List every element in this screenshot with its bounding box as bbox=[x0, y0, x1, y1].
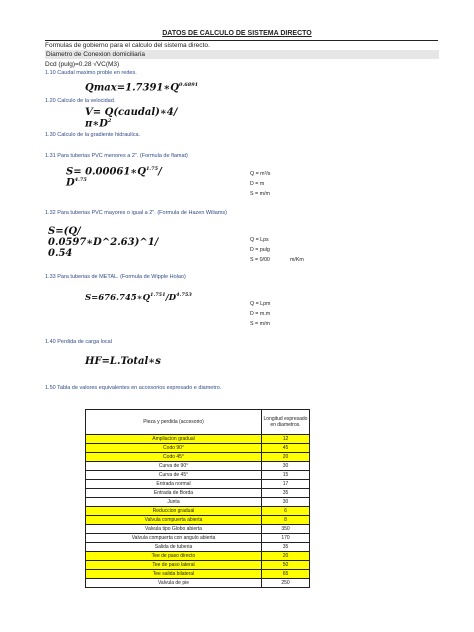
formula-qmax: $Qmax=1.7391∗Q^{0.6891}$ bbox=[85, 82, 199, 94]
accessory-name-cell: Tee salida bilateral bbox=[86, 570, 262, 579]
accessory-name-cell: Tee de paso lateral bbox=[86, 561, 262, 570]
formula-local-loss: HF=L.Total∗s bbox=[85, 356, 161, 367]
section-1-10-label: 1.10 Caudal maximo proble en redes. bbox=[45, 70, 137, 76]
section-header: Diametro de Conexion domiciliaria bbox=[45, 50, 439, 59]
hazen-unit-q: Q = Lps bbox=[250, 237, 269, 243]
flamat-unit-s: S = m/m bbox=[250, 191, 270, 197]
accessory-name-cell: Entrada de Borda bbox=[86, 489, 262, 498]
table-header-row bbox=[86, 410, 310, 435]
length-value-cell: 170 bbox=[262, 534, 310, 543]
accessory-name-cell: Valvula de pie bbox=[86, 579, 262, 588]
formula-wipple-holao: $S=676.745∗Q^{1.751}/D^{4.753}$ bbox=[85, 292, 192, 303]
accessory-name-cell: Entrada normal bbox=[86, 480, 262, 489]
table-row bbox=[86, 561, 310, 570]
section-1-30-label: 1.30 Calculo de la gradiente hidraulica. bbox=[45, 132, 141, 138]
accessory-name-cell: Codo 90° bbox=[86, 444, 262, 453]
column-header-length: Longitud expresado en diametros. bbox=[262, 410, 310, 435]
length-value-cell: 65 bbox=[262, 570, 310, 579]
length-value-cell: 20 bbox=[262, 552, 310, 561]
length-value-cell: 30 bbox=[262, 462, 310, 471]
table-row bbox=[86, 552, 310, 561]
formula-hazen-williams: S=(Q/ 0.0597∗D^2.63)^1/ 0.54 bbox=[48, 226, 159, 259]
section-1-32-label: 1.32 Para tuberias PVC mayores o igual a 2". (Formula de Hazen Wiliams) bbox=[45, 210, 227, 216]
flamat-unit-q: Q = m³/s bbox=[250, 171, 271, 177]
length-value-cell: 12 bbox=[262, 435, 310, 444]
hazen-unit-d: D = pulg bbox=[250, 247, 270, 253]
length-value-cell: 45 bbox=[262, 444, 310, 453]
section-1-31-label: 1.31 Para tuberias PVC menores a 2". (Formula de flamat) bbox=[45, 153, 188, 159]
accessory-name-cell: Valvula compuerta abierta bbox=[86, 516, 262, 525]
table-row bbox=[86, 462, 310, 471]
formula-flamat: $S= 0.00061∗Q^{1.75}/$ $D^{4.75}$ bbox=[66, 166, 162, 189]
intro-text: Formulas de gobierno para el calculo del sistema directo. bbox=[45, 40, 438, 51]
length-value-cell: 17 bbox=[262, 480, 310, 489]
accessory-name-cell: Curva de 45° bbox=[86, 471, 262, 480]
table-row bbox=[86, 498, 310, 507]
table-row bbox=[86, 525, 310, 534]
table-row bbox=[86, 507, 310, 516]
wipple-unit-s: S = m/m bbox=[250, 321, 270, 327]
table-row bbox=[86, 444, 310, 453]
table-row bbox=[86, 534, 310, 543]
column-header-piece: Pieza y perdida (accesorio) bbox=[86, 410, 262, 435]
table-row bbox=[86, 453, 310, 462]
length-value-cell: 15 bbox=[262, 471, 310, 480]
dcd-formula: Dcd (pulg)=0.28 √VC(M3) bbox=[45, 61, 120, 68]
accessory-name-cell: Valvula tipo Globo abierta bbox=[86, 525, 262, 534]
length-value-cell: 20 bbox=[262, 453, 310, 462]
table-row bbox=[86, 570, 310, 579]
table-row bbox=[86, 489, 310, 498]
wipple-unit-d: D = m.m bbox=[250, 311, 271, 317]
length-value-cell: 30 bbox=[262, 498, 310, 507]
accessory-name-cell: Junta bbox=[86, 498, 262, 507]
accessory-name-cell: Salida de tuberia bbox=[86, 543, 262, 552]
accessory-name-cell: Curva de 90° bbox=[86, 462, 262, 471]
section-1-20-label: 1.20 Calculo de la velocidad. bbox=[45, 98, 116, 104]
wipple-unit-q: Q = Lpm bbox=[250, 301, 271, 307]
table-row bbox=[86, 543, 310, 552]
length-value-cell: 8 bbox=[262, 516, 310, 525]
section-1-40-label: 1.40 Perdida de carga local bbox=[45, 339, 112, 345]
page-title: DATOS DE CALCULO DE SISTEMA DIRECTO bbox=[162, 30, 312, 37]
hazen-unit-s: S = 0/00 bbox=[250, 257, 270, 263]
table-body bbox=[86, 435, 310, 588]
length-value-cell: 35 bbox=[262, 543, 310, 552]
table-row bbox=[86, 516, 310, 525]
equivalent-lengths-table bbox=[85, 409, 310, 588]
section-1-33-label: 1.33 Para tuberias de METAL. (Formula de Wipple Holao) bbox=[45, 274, 186, 280]
table-row bbox=[86, 435, 310, 444]
flamat-unit-d: D = m bbox=[250, 181, 265, 187]
length-value-cell: 35 bbox=[262, 489, 310, 498]
accessory-name-cell: Ampliacion gradual bbox=[86, 435, 262, 444]
length-value-cell: 250 bbox=[262, 579, 310, 588]
accessory-name-cell: Reduccion gradual bbox=[86, 507, 262, 516]
accessory-name-cell: Codo 45° bbox=[86, 453, 262, 462]
table-row bbox=[86, 471, 310, 480]
length-value-cell: 350 bbox=[262, 525, 310, 534]
accessory-name-cell: Tee de paso directo bbox=[86, 552, 262, 561]
hazen-unit-extra: m/Km bbox=[290, 257, 304, 263]
length-value-cell: 6 bbox=[262, 507, 310, 516]
table-row bbox=[86, 480, 310, 489]
section-1-50-label: 1.50 Tabla de valores equivalentes en accesorios expresado e diametro. bbox=[45, 385, 222, 391]
formula-velocity: V= Q(caudal)∗4/ $\pi∗D^2$ bbox=[85, 107, 178, 130]
table-row bbox=[86, 579, 310, 588]
accessory-name-cell: Valvula compuerta con angulo abierta bbox=[86, 534, 262, 543]
length-value-cell: 50 bbox=[262, 561, 310, 570]
